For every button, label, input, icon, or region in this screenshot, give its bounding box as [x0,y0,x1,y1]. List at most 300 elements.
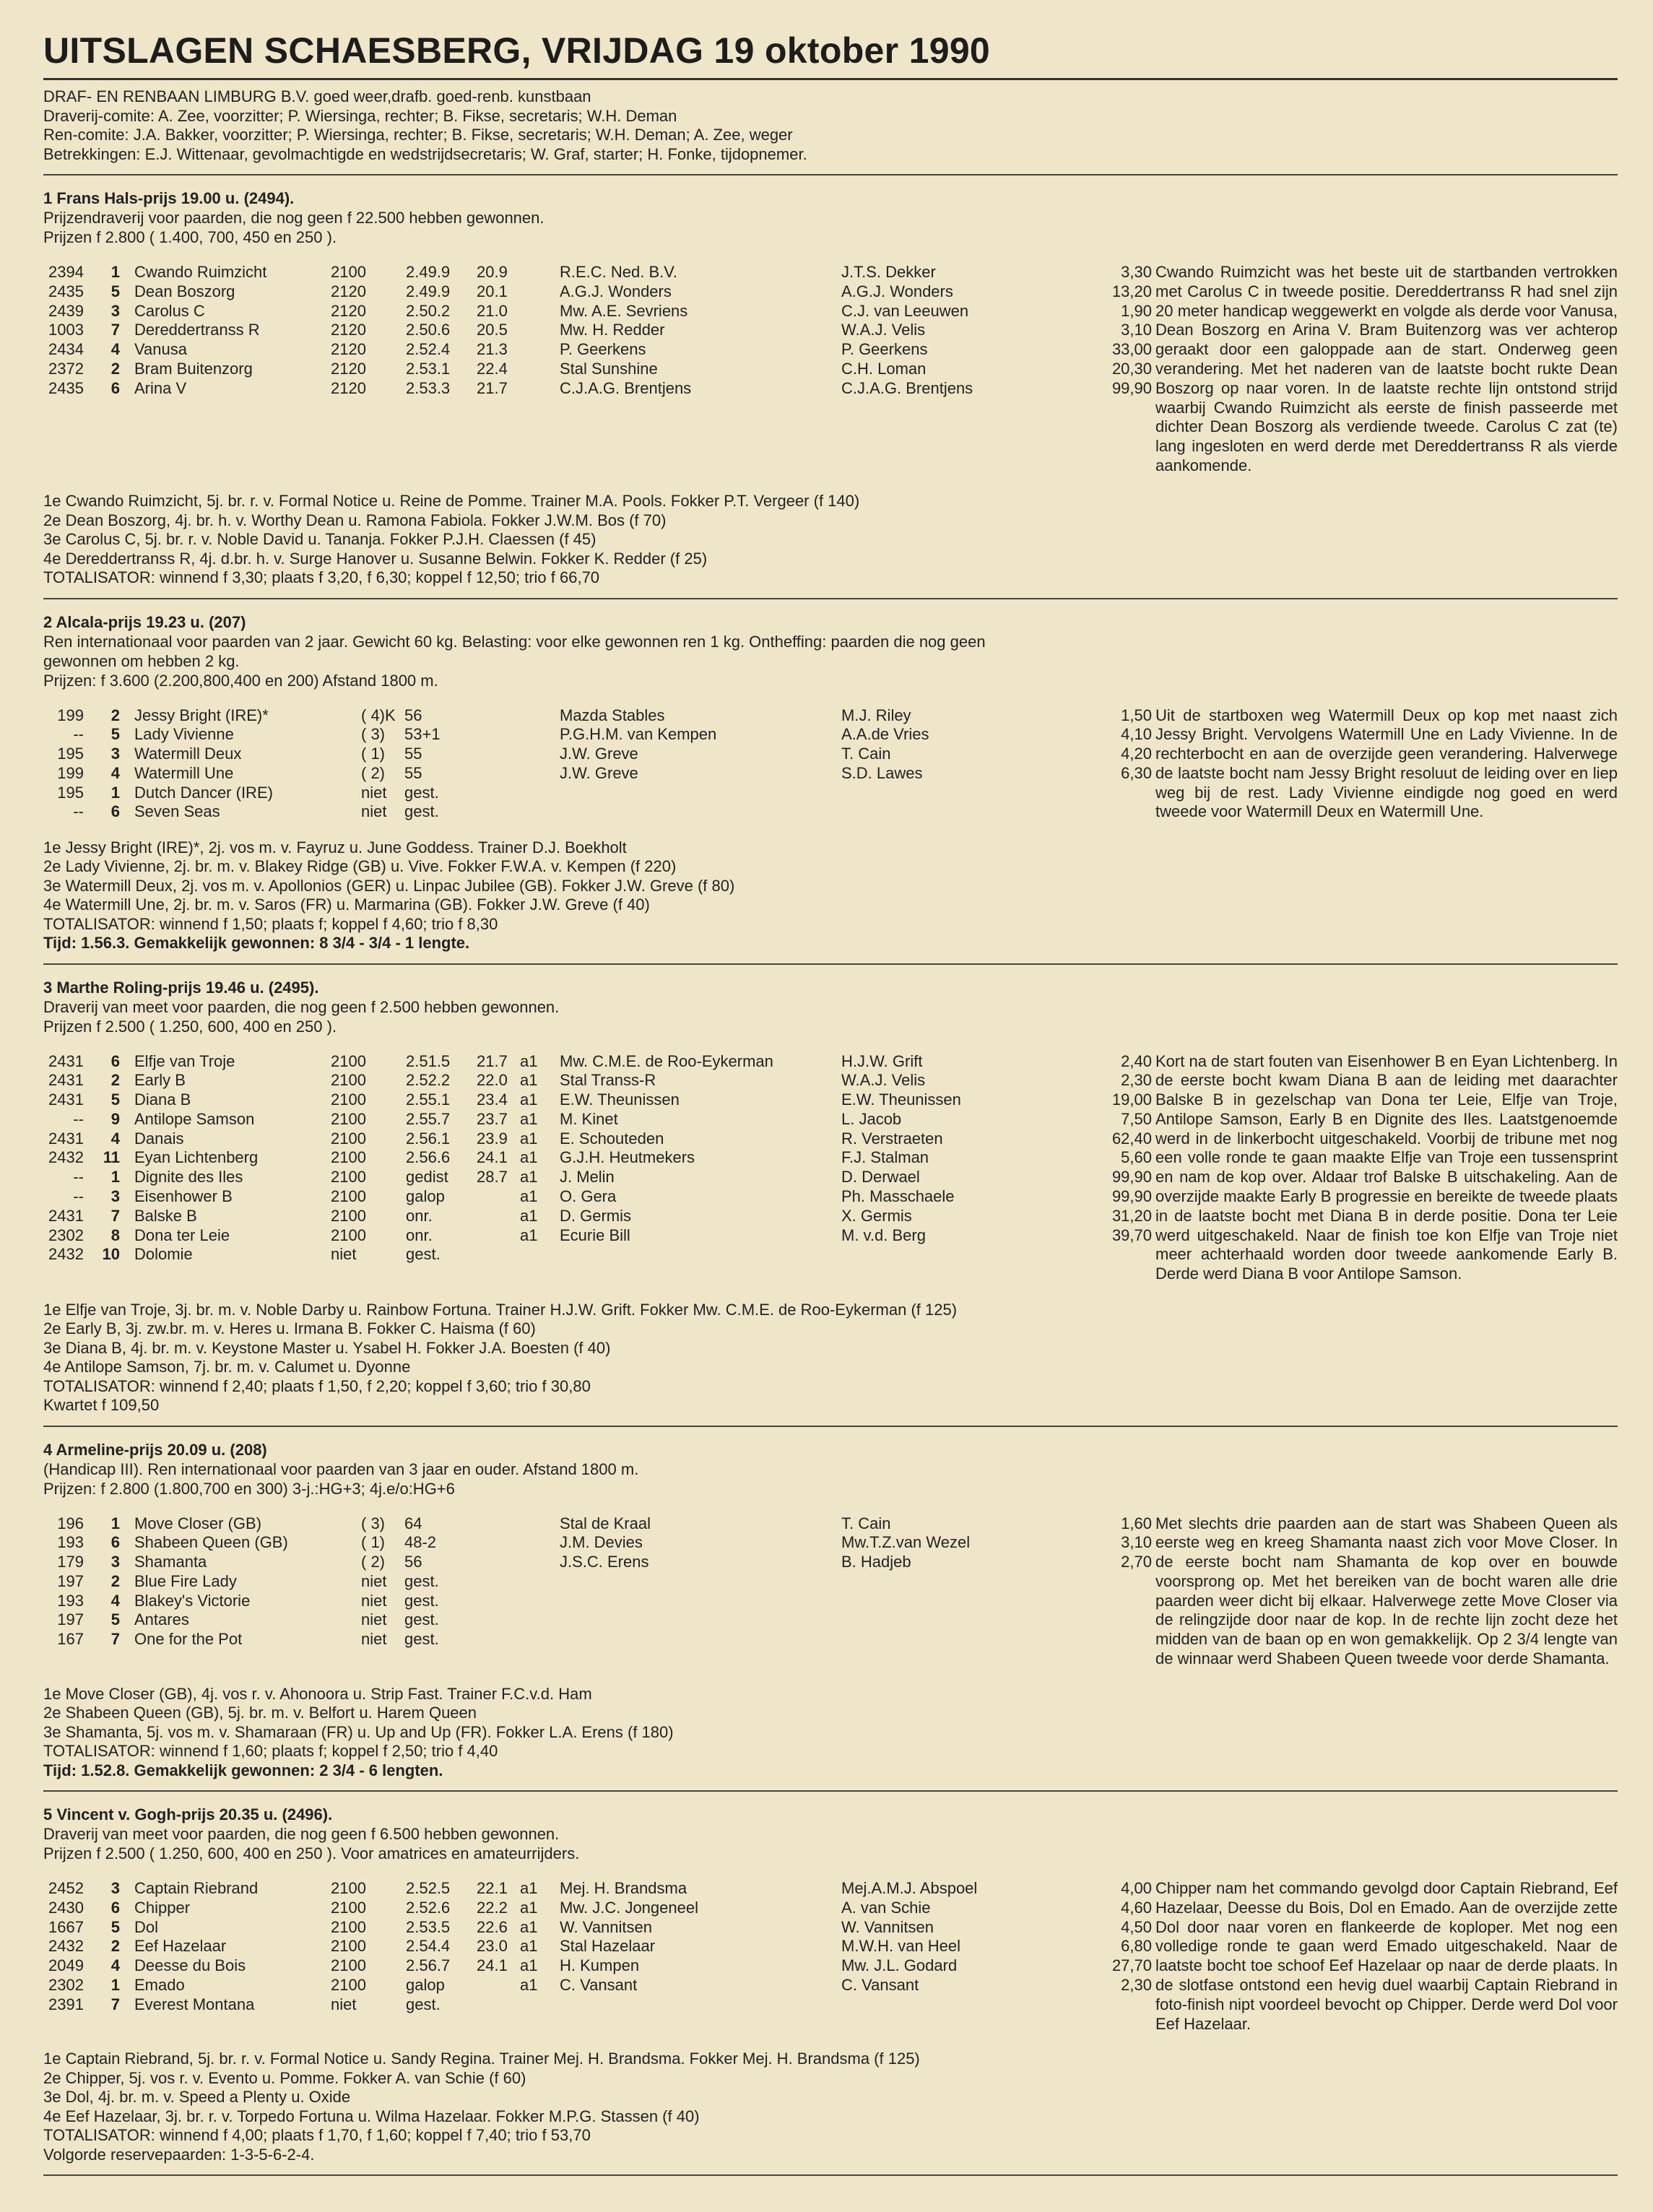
cell-odds: 6,80 [1121,1937,1152,1956]
cell-time: 2.51.5 [406,1051,451,1070]
cell-trainer: Mw. J.L. Godard [841,1956,958,1975]
cell-odds: 6,30 [1121,763,1152,782]
cell-dist: 2100 [331,1148,366,1167]
cell-id: 193 [57,1591,84,1610]
cell-dist: 2120 [331,378,366,397]
cell-name: Dutch Dancer (IRE) [134,783,273,802]
cell-name: Elfje van Troje [134,1051,235,1070]
cell-time: 2.53.3 [406,378,451,397]
cell-dist: 2100 [331,1090,366,1109]
cell-name: Dolomie [134,1245,193,1264]
cell-odds: 5,60 [1121,1148,1152,1167]
cell-no: 10 [102,1245,120,1264]
cell-no: 3 [110,1553,120,1571]
race-list [43,188,1618,2176]
race-notes [43,2050,1618,2164]
cell-odds: 3,30 [1121,263,1152,281]
cell-no: 5 [110,1610,120,1629]
cell-name: Dol [134,1917,159,1936]
cell-no: 7 [110,1630,120,1649]
cell-name: Deesse du Bois [134,1956,246,1975]
totalisator-line: TOTALISATOR: winnend f 1,50; plaats f; koppel f 4,60; trio f 8,30 [43,914,498,933]
race-description-line: (Handicap III). Ren internationaal voor paarden van 3 jaar en ouder. Afstand 1800 m. [43,1460,639,1478]
race-commentary: Cwando Ruimzicht was het beste uit de startbanden vertrokken met Carolus C in tweede positie. Dereddertranss R had snel zijn 20 meter handicap weggewerkt en volgde als derde voor Vanusa, Dean Boszorg en Arina V. Bram Buitenzorg was ver achterop geraakt door een galoppade aan de start. Onderweg geen verandering. Met het naderen van de laatste bocht rukte Dean Boszorg op naar voren. In de laatste rechte lijn ontstond strijd waarbij Cwando Ruimzicht als eerste de finish passeerde met dichter Dean Boszorg als verdiende tweede. Carolus C zat (te) lang ingesloten en werd derde met Dereddertranss R als vierde aankomende. [1155,263,1618,474]
cell-wt2: 48-2 [404,1533,437,1552]
results-page [43,29,1618,2189]
table-row [43,745,1155,764]
cell-id: 2431 [48,1129,84,1148]
cell-km: 24.1 [477,1956,508,1975]
race-body [43,706,1618,823]
race-description-line: gewonnen om hebben 2 kg. [43,651,240,670]
cell-id: -- [73,1109,84,1128]
cell-no: 2 [110,359,120,378]
cell-dist: 2100 [331,1226,366,1244]
cell-name: Captain Riebrand [134,1879,259,1897]
race-section [43,188,1618,588]
note-line: 1e Move Closer (GB), 4j. vos r. v. Ahonoora u. Strip Fast. Trainer F.C.v.d. Ham [43,1684,592,1703]
race-description-line: Prijzen: f 3.600 (2.200,800,400 en 200) Afstand 1800 m. [43,671,438,690]
cell-owner: P.G.H.M. van Kempen [560,725,717,744]
cell-wt: ( 1) [361,1533,385,1552]
table-row [43,1533,1155,1553]
cell-name: Antilope Samson [134,1109,255,1128]
cell-no: 2 [110,706,120,724]
note-line: Volgorde reservepaarden: 1-3-5-6-2-4. [43,2145,315,2164]
cell-dist: 2100 [331,1109,366,1128]
table-row [43,340,1155,360]
cell-dist: 2120 [331,359,366,378]
cell-odds: 1,50 [1121,706,1152,724]
note-line: 1e Cwando Ruimzicht, 5j. br. r. v. Formal Notice u. Reine de Pomme. Trainer M.A. Pools. Fokker P.T. Vergeer (f 140) [43,492,860,510]
cell-dist: 2100 [331,1129,366,1148]
cell-name: Diana B [134,1090,191,1109]
race-title: 4 Armeline-prijs 20.09 u. (208) [43,1440,267,1459]
cell-wt: ( 1) [361,745,385,763]
note-line: Tijd: 1.56.3. Gemakkelijk gewonnen: 8 3/4 - 3/4 - 1 lengte. [43,934,470,952]
cell-owner: D. Germis [560,1206,631,1225]
cell-wt: ( 2) [361,763,385,782]
cell-trainer: M.W.H. van Heel [841,1937,961,1956]
cell-trainer: A.G.J. Wonders [841,282,953,300]
race-title: 3 Marthe Roling-prijs 19.46 u. (2495). [43,978,319,997]
cell-owner: W. Vannitsen [560,1917,652,1936]
cell-time: gest. [406,1995,441,2013]
cell-time: gest. [406,1245,441,1264]
cell-id: 195 [57,783,84,802]
cell-no: 6 [110,1533,120,1552]
cell-no: 8 [110,1226,120,1244]
cell-id: 196 [57,1514,84,1532]
table-row [43,1148,1155,1168]
race-description [43,208,1618,247]
cell-owner: R.E.C. Ned. B.V. [560,263,678,281]
cell-wt2: 55 [404,745,422,763]
section-divider [43,598,1618,599]
cell-wt2: 53+1 [404,725,441,744]
cell-name: Chipper [134,1898,191,1917]
cell-id: 2372 [48,359,84,378]
cell-owner: Stal Sunshine [560,359,658,378]
cell-wt2: gest. [404,802,439,821]
race-section [43,978,1618,1415]
table-row [43,784,1155,803]
cell-time: galop [406,1975,445,1994]
cell-odds: 4,50 [1121,1917,1152,1936]
race-description [43,997,1618,1036]
cell-km: 28.7 [477,1168,508,1187]
table-row [43,1553,1155,1572]
race-description-line: Ren internationaal voor paarden van 2 jaar. Gewicht 60 kg. Belasting: voor elke gewonnen ren 1 kg. Ontheffing: paarden die nog geen [43,632,986,651]
cell-dist: niet [331,1245,357,1264]
race-section [43,612,1618,953]
table-row [43,1630,1155,1649]
table-row [43,1052,1155,1072]
totalisator-line: TOTALISATOR: winnend f 3,30; plaats f 3,20, f 6,30; koppel f 12,50; trio f 66,70 [43,568,600,586]
cell-no: 2 [110,1071,120,1090]
cell-owner: O. Gera [560,1187,617,1206]
cell-name: Watermill Une [134,763,234,782]
cell-dist: 2100 [331,1937,366,1956]
cell-trainer: W.A.J. Velis [841,1071,926,1090]
cell-trainer: C.J.A.G. Brentjens [841,378,973,397]
result-table [43,706,1155,823]
cell-name: Dignite des Iles [134,1168,243,1187]
note-line: 4e Dereddertranss R, 4j. d.br. h. v. Surge Hanover u. Susanne Belwin. Fokker K. Redder (f 25) [43,549,708,568]
cell-owner: Mw. A.E. Sevriens [560,301,688,320]
cell-trainer: E.W. Theunissen [841,1090,961,1109]
meeting-info-line: Draverij-comite: A. Zee, voorzitter; P. Wiersinga, rechter; B. Fikse, secretaris; W.H. Deman [43,106,677,125]
table-row [43,1245,1155,1265]
table-row [43,1918,1155,1938]
cell-odds: 3,10 [1121,1533,1152,1552]
meeting-info-line: Ren-comite: J.A. Bakker, voorzitter; P. Wiersinga, rechter; B. Fikse, secretaris; W.H. Deman; A. Zee, weger [43,126,793,144]
table-row [43,1899,1155,1918]
cell-id: 2431 [48,1090,84,1109]
cell-trainer: X. Germis [841,1206,912,1225]
cell-odds: 99,90 [1111,1187,1152,1206]
cell-km: 20.1 [477,282,508,300]
cell-odds: 2,40 [1121,1051,1152,1070]
cell-no: 4 [110,1591,120,1610]
cell-trainer: C. Vansant [841,1975,919,1994]
cell-km: 21.3 [477,340,508,359]
cell-id: 2435 [48,282,84,300]
cell-km: 22.0 [477,1071,508,1090]
note-line: 3e Shamanta, 5j. vos m. v. Shamaraan (FR) u. Up and Up (FR). Fokker L.A. Erens (f 180) [43,1722,674,1741]
cell-name: Emado [134,1975,185,1994]
meeting-info-line: Betrekkingen: E.J. Wittenaar, gevolmachtigde en wedstrijdsecretaris; W. Graf, starter; H. Fonke, tijdopnemer. [43,144,807,163]
race-commentary: Uit de startboxen weg Watermill Deux op kop met naast zich Jessy Bright. Vervolgens Watermill Une en Lady Vivienne. In de rechterbocht en aan de overzijde geen verandering. Halverwege de laatste bocht nam Jessy Bright resoluut de leiding over en liep weg bij de rest. Lady Vivienne eindigde nog goed en werd tweede voor Watermill Deux en Watermill Une. [1155,706,1618,821]
cell-time: 2.52.2 [406,1071,451,1090]
section-divider [43,2174,1618,2176]
section-divider [43,1790,1618,1792]
cell-name: Bram Buitenzorg [134,359,253,378]
cell-id: 2432 [48,1245,84,1264]
cell-dist: 2120 [331,282,366,300]
cell-time: 2.52.4 [406,340,451,359]
cell-wt2: 56 [404,706,422,724]
cell-name: Early B [134,1071,186,1090]
cell-id: 2452 [48,1879,84,1897]
cell-name: Dona ter Leie [134,1226,230,1244]
note-line: 4e Antilope Samson, 7j. br. m. v. Calumet u. Dyonne [43,1358,411,1376]
cell-time: 2.52.5 [406,1879,451,1897]
cell-odds: 2,30 [1121,1975,1152,1994]
cell-a1: a1 [520,1206,538,1225]
table-row [43,302,1155,321]
totalisator-line: TOTALISATOR: winnend f 4,00; plaats f 1,70, f 1,60; koppel f 7,40; trio f 53,70 [43,2126,591,2144]
cell-trainer: D. Derwael [841,1168,920,1187]
note-line: 2e Shabeen Queen (GB), 5j. br. m. v. Belfort u. Harem Queen [43,1704,477,1722]
race-description-line: Draverij van meet voor paarden, die nog geen f 6.500 hebben gewonnen. [43,1825,560,1843]
cell-id: 167 [57,1630,84,1649]
race-commentary: Chipper nam het commando gevolgd door Captain Riebrand, Eef Hazelaar, Deesse du Bois, Dol en Emado. Aan de overzijde zette Dol door naar voren en flankeerde de koploper. Met nog een volledige ronde te gaan werd Emado uitgeschakeld. Naar de laatste bocht toe schoof Eef Hazelaar op naar de derde plaats. In de slotfase ontstond een hevig duel waarbij Captain Riebrand in foto-finish nipt voordeel bevocht op Chipper. Derde werd Dol voor Eef Hazelaar. [1155,1879,1618,2033]
table-row [43,764,1155,784]
cell-trainer: L. Jacob [841,1109,902,1128]
cell-wt: ( 2) [361,1553,385,1571]
cell-id: 1003 [48,321,84,339]
title-rule [43,78,1618,80]
cell-trainer: W.A.J. Velis [841,321,926,339]
cell-id: 199 [57,763,84,782]
cell-wt2: 64 [404,1514,422,1532]
table-row [43,263,1155,282]
cell-time: 2.52.6 [406,1898,451,1917]
race-description-line: Prijzendraverij voor paarden, die nog geen f 22.500 hebben gewonnen. [43,209,545,227]
note-line: 4e Eef Hazelaar, 3j. br. r. v. Torpedo Fortuna u. Wilma Hazelaar. Fokker M.P.G. Stassen (f 40) [43,2107,700,2125]
cell-id: -- [73,802,84,821]
cell-wt2: gest. [404,1571,439,1590]
cell-owner: J.W. Greve [560,763,638,782]
cell-odds: 27,70 [1111,1956,1152,1975]
cell-id: 199 [57,706,84,724]
cell-name: Dean Boszorg [134,282,235,300]
cell-odds: 1,60 [1121,1514,1152,1532]
cell-a1: a1 [520,1879,538,1897]
cell-name: Antares [134,1610,189,1629]
cell-id: 2394 [48,263,84,281]
cell-wt2: 56 [404,1553,422,1571]
cell-id: 195 [57,745,84,763]
cell-id: 2431 [48,1206,84,1225]
race-description-line: Prijzen f 2.500 ( 1.250, 600, 400 en 250 ). Voor amatrices en amateurrijders. [43,1844,580,1862]
table-row [43,1995,1155,2015]
cell-id: 2434 [48,340,84,359]
cell-owner: M. Kinet [560,1109,618,1128]
cell-name: Vanusa [134,340,187,359]
cell-time: 2.50.6 [406,321,451,339]
cell-id: 2431 [48,1071,84,1090]
cell-a1: a1 [520,1051,538,1070]
page-title: UITSLAGEN SCHAESBERG, VRIJDAG 19 oktober 1990 [43,30,991,71]
cell-trainer: Mej.A.M.J. Abspoel [841,1879,978,1897]
cell-trainer: C.J. van Leeuwen [841,301,969,320]
cell-a1: a1 [520,1956,538,1975]
cell-no: 1 [110,1168,120,1187]
cell-wt2: gest. [404,783,439,802]
cell-a1: a1 [520,1109,538,1128]
cell-no: 1 [110,263,120,281]
race-notes [43,1301,1618,1415]
cell-time: 2.55.1 [406,1090,451,1109]
cell-time: onr. [406,1226,433,1244]
cell-a1: a1 [520,1975,538,1994]
cell-a1: a1 [520,1917,538,1936]
cell-dist: 2120 [331,301,366,320]
cell-no: 5 [110,1090,120,1109]
cell-name: Watermill Deux [134,745,242,763]
cell-km: 23.7 [477,1109,508,1128]
cell-trainer: W. Vannitsen [841,1917,934,1936]
cell-time: 2.49.9 [406,263,451,281]
cell-owner: Mw. J.C. Jongeneel [560,1898,698,1917]
cell-owner: J.S.C. Erens [560,1553,649,1571]
cell-owner: C.J.A.G. Brentjens [560,378,692,397]
cell-wt: niet [361,1630,387,1649]
race-description-line: Prijzen f 2.500 ( 1.250, 600, 400 en 250 ). [43,1017,337,1036]
meeting-info-line: DRAF- EN RENBAAN LIMBURG B.V. goed weer,drafb. goed-renb. kunstbaan [43,87,591,105]
cell-time: galop [406,1187,445,1206]
cell-name: Carolus C [134,301,205,320]
cell-trainer: S.D. Lawes [841,763,923,782]
cell-wt: ( 3) [361,1514,385,1532]
cell-id: -- [73,1168,84,1187]
cell-no: 7 [110,321,120,339]
table-row [43,1226,1155,1246]
table-row [43,1956,1155,1976]
cell-no: 4 [110,1956,120,1975]
table-row [43,1090,1155,1110]
cell-owner: Mej. H. Brandsma [560,1879,687,1897]
cell-trainer: R. Verstraeten [841,1129,943,1148]
cell-name: Blue Fire Lady [134,1571,237,1590]
cell-trainer: P. Geerkens [841,340,928,359]
cell-time: 2.56.1 [406,1129,451,1148]
cell-wt2: gest. [404,1630,439,1649]
note-line: 1e Elfje van Troje, 3j. br. m. v. Noble Darby u. Rainbow Fortuna. Trainer H.J.W. Grift. Fokker Mw. C.M.E. de Roo-Eykerman (f 125) [43,1300,958,1319]
cell-time: 2.49.9 [406,282,451,300]
table-row [43,282,1155,302]
cell-owner: C. Vansant [560,1975,638,1994]
cell-name: Lady Vivienne [134,725,234,744]
cell-time: 2.54.4 [406,1937,451,1956]
cell-dist: 2100 [331,1051,366,1070]
cell-a1: a1 [520,1071,538,1090]
table-row [43,1937,1155,1956]
cell-trainer: A. van Schie [841,1898,931,1917]
cell-wt: niet [361,783,387,802]
cell-no: 5 [110,725,120,744]
cell-time: 2.56.6 [406,1148,451,1167]
race-description [43,632,1618,690]
cell-a1: a1 [520,1129,538,1148]
cell-odds: 4,00 [1121,1879,1152,1897]
cell-trainer: M. v.d. Berg [841,1226,926,1244]
cell-no: 4 [110,1129,120,1148]
race-description [43,1824,1618,1863]
cell-id: -- [73,1187,84,1206]
cell-no: 6 [110,1051,120,1070]
table-row [43,1976,1155,1995]
result-table [43,263,1155,399]
note-line: 3e Diana B, 4j. br. m. v. Keystone Master u. Ysabel H. Fokker J.A. Boesten (f 40) [43,1338,611,1357]
cell-km: 23.4 [477,1090,508,1109]
cell-name: Eisenhower B [134,1187,233,1206]
cell-no: 6 [110,802,120,821]
section-divider [43,174,1618,175]
cell-owner: Ecurie Bill [560,1226,630,1244]
cell-dist: 2100 [331,1879,366,1897]
table-row [43,1187,1155,1207]
cell-a1: a1 [520,1226,538,1244]
table-row [43,802,1155,822]
totalisator-line: TOTALISATOR: winnend f 1,60; plaats f; koppel f 2,50; trio f 4,40 [43,1742,498,1760]
note-line: 2e Lady Vivienne, 2j. br. m. v. Blakey Ridge (GB) u. Vive. Fokker F.W.A. v. Kempen (f 220) [43,857,677,875]
cell-wt: niet [361,1571,387,1590]
table-row [43,1592,1155,1611]
section-divider [43,1426,1618,1427]
cell-dist: 2100 [331,263,366,281]
cell-km: 24.1 [477,1148,508,1167]
cell-odds: 33,00 [1111,340,1152,359]
note-line: 2e Dean Boszorg, 4j. br. h. v. Worthy Dean u. Ramona Fabiola. Fokker J.W.M. Bos (f 70) [43,511,667,529]
cell-no: 3 [110,1187,120,1206]
cell-no: 5 [110,282,120,300]
cell-dist: 2100 [331,1917,366,1936]
cell-odds: 31,20 [1111,1206,1152,1225]
cell-km: 22.2 [477,1898,508,1917]
cell-trainer: M.J. Riley [841,706,911,724]
cell-id: 197 [57,1571,84,1590]
cell-a1: a1 [520,1168,538,1187]
cell-name: One for the Pot [134,1630,243,1649]
cell-name: Blakey's Victorie [134,1591,251,1610]
cell-name: Cwando Ruimzicht [134,263,267,281]
cell-time: onr. [406,1206,433,1225]
cell-owner: Mw. C.M.E. de Roo-Eykerman [560,1051,773,1070]
cell-name: Arina V [134,378,187,397]
cell-id: 1667 [48,1917,84,1936]
cell-no: 1 [110,1975,120,1994]
cell-trainer: T. Cain [841,745,891,763]
cell-owner: A.G.J. Wonders [560,282,672,300]
cell-id: 2439 [48,301,84,320]
cell-km: 22.1 [477,1879,508,1897]
cell-owner: E.W. Theunissen [560,1090,680,1109]
race-description-line: Prijzen f 2.800 ( 1.400, 700, 450 en 250 ). [43,228,337,246]
cell-odds: 19,00 [1111,1090,1152,1109]
cell-id: 2430 [48,1898,84,1917]
cell-no: 6 [110,378,120,397]
cell-time: 2.53.5 [406,1917,451,1936]
cell-dist: niet [331,1995,357,2013]
cell-odds: 4,20 [1121,745,1152,763]
race-commentary: Met slechts drie paarden aan de start was Shabeen Queen als eerste weg en kreeg Shamanta naast zich voor Move Closer. In de eerste bocht nam Shamanta de kop over en bouwde voorsprong op. Met het bereiken van de bocht waren alle drie paarden weer dicht bij elkaar. Halverwege zette Move Closer via de relingzijde door naar de kop. In de rechte lijn zocht deze het midden van de baan op en won gemakkelijk. Op 2 3/4 lengte van de winnaar werd Shabeen Queen tweede voor derde Shamanta. [1155,1514,1618,1668]
cell-id: 193 [57,1533,84,1552]
cell-no: 3 [110,745,120,763]
table-row [43,379,1155,399]
cell-trainer: A.A.de Vries [841,725,929,744]
cell-no: 11 [103,1148,120,1167]
cell-id: 2391 [48,1995,84,2013]
cell-dist: 2100 [331,1168,366,1187]
cell-trainer: B. Hadjeb [841,1553,911,1571]
cell-name: Dereddertranss R [134,321,260,339]
result-table [43,1052,1155,1265]
cell-odds: 3,10 [1121,321,1152,339]
cell-trainer: C.H. Loman [841,359,927,378]
